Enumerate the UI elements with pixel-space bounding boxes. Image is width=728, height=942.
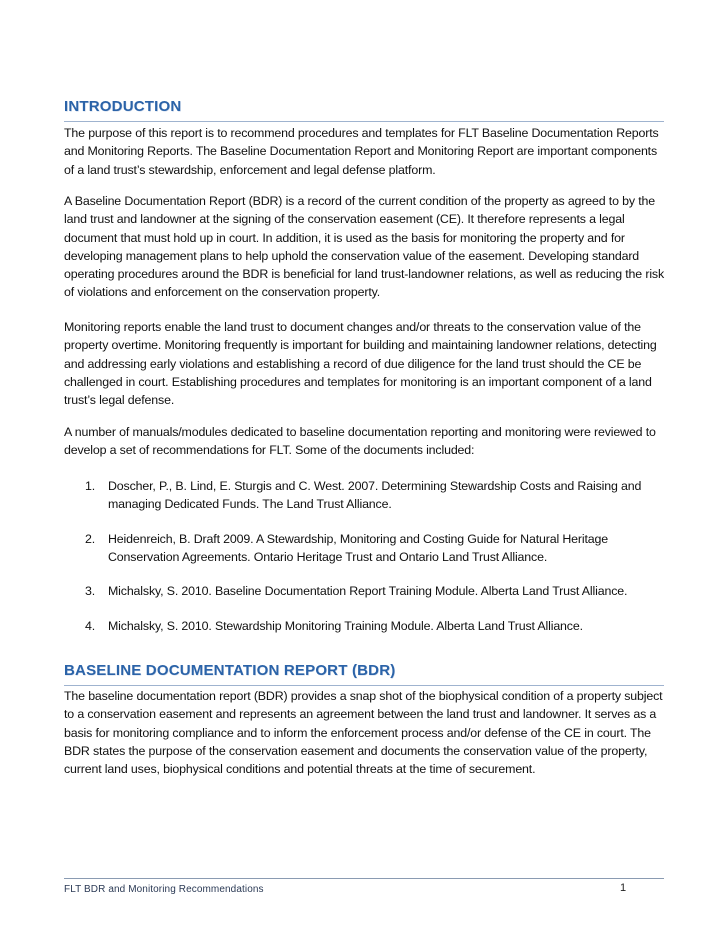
reference-number: 3.: [85, 584, 96, 598]
reference-number: 2.: [85, 532, 96, 546]
intro-paragraph-1: The purpose of this report is to recommend procedures and templates for FLT Baseline Documentation Reports and Monitoring Reports. The Baseline Documentation Report and Monitoring Report are important components of a land trust’s stewardship, enforcement and legal defense platform.: [64, 126, 659, 177]
footer-rule: [64, 878, 664, 879]
bdr-paragraph-1: The baseline documentation report (BDR) provides a snap shot of the biophysical condition of a property subject to a conservation easement and represents an agreement between the land trust and landowner. It serves as a basis for monitoring compliance and to inform the enforcement process and/or defense of the CE in court. The BDR states the purpose of the conservation easement and documents the conservation value of the property, current land uses, biophysical conditions and potential threats at the time of securement.: [64, 689, 663, 777]
reference-text: Michalsky, S. 2010. Baseline Documentation Report Training Module. Alberta Land Trust Alliance.: [108, 584, 628, 598]
reference-text: Doscher, P., B. Lind, E. Sturgis and C. West. 2007. Determining Stewardship Costs and Raising and managing Dedicated Funds. The Land Trust Alliance.: [108, 479, 642, 512]
reference-number: 4.: [85, 619, 96, 633]
footer-title: FLT BDR and Monitoring Recommendations: [64, 884, 264, 895]
section-heading-bdr: BASELINE DOCUMENTATION REPORT (BDR): [64, 662, 396, 679]
intro-paragraph-2: A Baseline Documentation Report (BDR) is a record of the current condition of the property as agreed to by the land trust and landowner at the signing of the conservation easement (CE). It therefore represents a legal document that must hold up in court. In addition, it is used as the basis for monitoring the property and for developing management plans to help uphold the conservation value of the easement. Developing standard operating procedures around the BDR is beneficial for land trust-landowner relations, as well as reducing the risk of violations and enforcement on the conservation property.: [64, 194, 665, 300]
page-number: 1: [620, 882, 627, 894]
reference-text: Heidenreich, B. Draft 2009. A Stewardship, Monitoring and Costing Guide for Natural Heritage Conservation Agreements. Ontario Heritage Trust and Ontario Land Trust Alliance.: [108, 532, 608, 565]
section-heading-introduction: INTRODUCTION: [64, 98, 182, 115]
reference-text: Michalsky, S. 2010. Stewardship Monitoring Training Module. Alberta Land Trust Alliance.: [108, 619, 583, 633]
intro-paragraph-3: Monitoring reports enable the land trust to document changes and/or threats to the conservation value of the property overtime. Monitoring frequently is important for building and maintaining landowner relations, detecting and addressing early violations and establishing a record of due diligence for the land trust should the CE be challenged in court. Establishing procedures and templates for monitoring is an important component of a land trust’s legal defense.: [64, 320, 657, 408]
heading-rule: [64, 685, 664, 686]
intro-paragraph-4: A number of manuals/modules dedicated to baseline documentation reporting and monitoring were reviewed to develop a set of recommendations for FLT. Some of the documents included:: [64, 425, 656, 458]
heading-rule: [64, 121, 664, 122]
reference-number: 1.: [85, 479, 96, 493]
